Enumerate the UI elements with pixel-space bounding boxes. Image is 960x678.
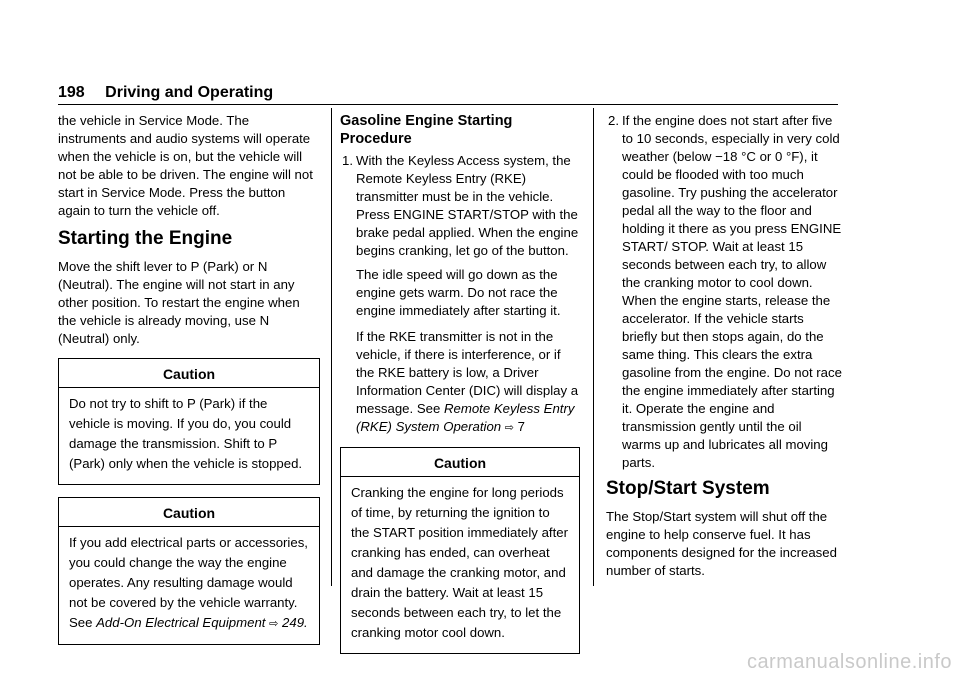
column-divider-2 bbox=[593, 108, 594, 586]
cross-reference-link[interactable]: Remote Keyless Entry (RKE) System Operation bbox=[356, 401, 575, 434]
page-reference[interactable]: 7 bbox=[517, 419, 526, 434]
section-title: Driving and Operating bbox=[105, 84, 274, 101]
heading-starting-engine: Starting the Engine bbox=[58, 228, 233, 249]
caution-text bbox=[69, 533, 309, 634]
column-divider-1 bbox=[331, 108, 332, 586]
procedure-list-continued bbox=[606, 112, 842, 472]
page-ref-arrow-icon: ⇨ bbox=[269, 618, 279, 630]
heading-stop-start: Stop/Start System bbox=[606, 478, 770, 499]
column-3 bbox=[606, 112, 842, 588]
heading-gasoline-procedure: Gasoline Engine Starting Procedure bbox=[340, 113, 513, 147]
procedure-list bbox=[340, 152, 580, 260]
caution-title: Caution bbox=[59, 359, 319, 388]
list-item bbox=[340, 152, 580, 260]
caution-text: Cranking the engine for long periods of time, by returning the ignition to the START position immediately after cranking has ended, can overheat and damage the cranking motor, and drain the battery. Wait at least 15 seconds between each try, to let the cranking motor cool down. bbox=[351, 485, 568, 640]
header-rule bbox=[58, 104, 838, 105]
intro-paragraph: the vehicle in Service Mode. The instruments and audio systems will operate when the vehicle is on, but the vehicle will not be able to be driven. The engine will not start in Service Mode. Press the button again to turn the vehicle off. bbox=[58, 113, 313, 218]
caution-body: If you add electrical parts or accessories, you could change the way the engine operates. Any resulting damage would not be covered by the vehicle warranty. See bbox=[69, 535, 308, 630]
step-text: If the engine does not start after five to 10 seconds, especially in very cold weather (below −18 °C or 0 °F), it could be flooded with too much gasoline. Try pushing the accelerator pedal all the way to the floor and holding it there as you press ENGINE START/ STOP. Wait at least 15 seconds between each try, to allow the cranking motor to cool down. When the engine starts, release the accelerator. If the vehicle starts briefly but then stops again, do the same thing. This clears the extra gasoline from the engine. Do not race the engine immediately after starting it. Operate the engine and transmission gently until the oil warms up and lubricates all moving parts. bbox=[622, 113, 842, 470]
column-1 bbox=[58, 112, 320, 657]
step-number: 1. bbox=[342, 153, 353, 168]
step-number: 2. bbox=[608, 113, 619, 128]
starting-paragraph: Move the shift lever to P (Park) or N (Neutral). The engine will not start in any other position. To restart the engine when the vehicle is already moving, use N (Neutral) only. bbox=[58, 259, 300, 346]
watermark: carmanualsonline.info bbox=[746, 651, 952, 673]
caution-title: Caution bbox=[59, 498, 319, 527]
caution-box-3 bbox=[340, 447, 580, 654]
list-item bbox=[606, 112, 842, 472]
caution-text: Do not try to shift to P (Park) if the vehicle is moving. If you do, you could damage the transmission. Shift to P (Park) only when the vehicle is stopped. bbox=[69, 396, 303, 471]
cross-reference-link[interactable]: Add-On Electrical Equipment bbox=[96, 615, 266, 630]
stop-start-paragraph: The Stop/Start system will shut off the engine to help conserve fuel. It has components designed for the increased number of starts. bbox=[606, 509, 837, 578]
page-number: 198 bbox=[58, 84, 85, 101]
page-header bbox=[58, 84, 273, 102]
column-2 bbox=[340, 112, 580, 666]
rke-text: If the RKE transmitter is not in the vehicle, if there is interference, or if the RKE battery is low, a Driver Information Center (DIC) will display a message. See bbox=[356, 329, 579, 416]
caution-box-2 bbox=[58, 497, 320, 645]
idle-paragraph: The idle speed will go down as the engine gets warm. Do not race the engine immediately after starting it. bbox=[356, 267, 561, 318]
step-text: With the Keyless Access system, the Remote Keyless Entry (RKE) transmitter must be in the vehicle. Press ENGINE START/STOP with the brake pedal applied. When the engine begins cranking, let go of the button. bbox=[356, 153, 579, 258]
rke-paragraph bbox=[340, 328, 580, 437]
page-reference[interactable]: 249. bbox=[282, 615, 308, 630]
caution-box-1 bbox=[58, 358, 320, 485]
caution-title: Caution bbox=[341, 448, 579, 477]
page-ref-arrow-icon: ⇨ bbox=[504, 422, 514, 434]
